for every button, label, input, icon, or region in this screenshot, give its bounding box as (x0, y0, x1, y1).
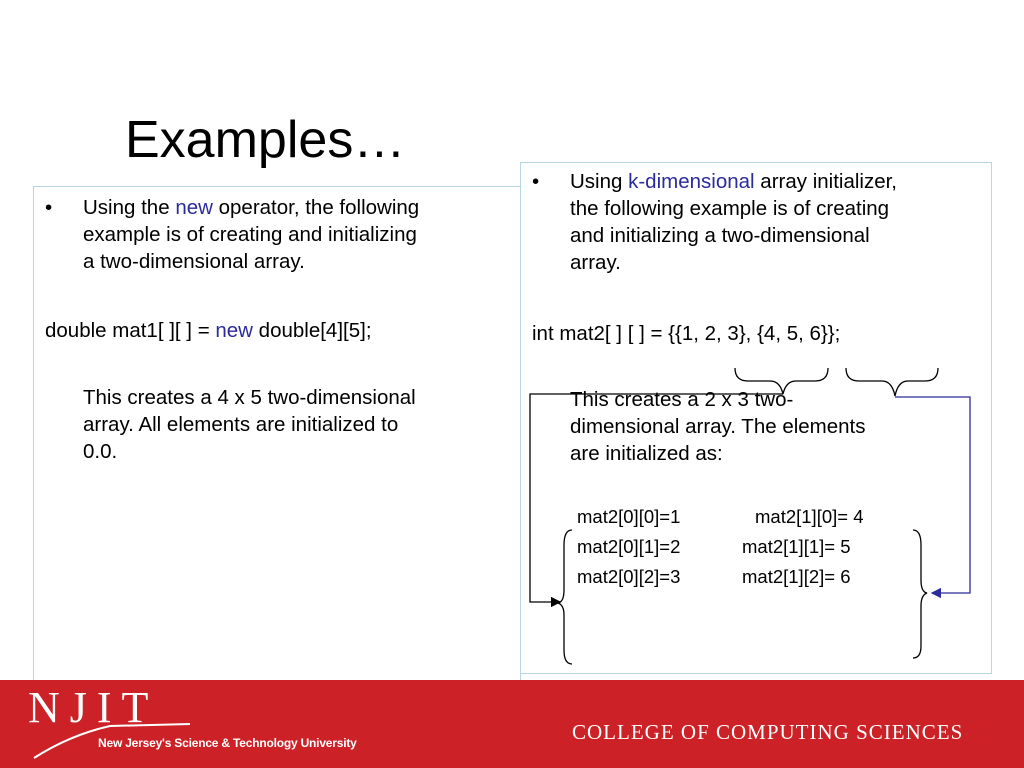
left-code: double mat1[ ][ ] = new double[4][5]; (45, 319, 372, 342)
left-intro-line3: a two-dimensional array. (83, 250, 305, 273)
right-note: This creates a 2 x 3 two- dimensional array. The elements are initialized as: (570, 388, 866, 465)
slide-title: Examples… (125, 111, 406, 169)
element-0-1: mat2[0][1]=2 (577, 536, 681, 557)
right-intro-before: Using (570, 170, 629, 193)
left-note: This creates a 4 x 5 two-dimensional array. All elements are initialized to 0.0. (83, 386, 416, 463)
njit-tagline: New Jersey's Science & Technology University (98, 736, 357, 750)
element-1-1: mat2[1][1]= 5 (742, 536, 851, 557)
njit-logo: NJIT (28, 683, 159, 732)
element-1-2: mat2[1][2]= 6 (742, 566, 851, 587)
right-intro-line2: the following example is of creating (570, 197, 890, 220)
right-intro-line3: and initializing a two-dimensional (570, 224, 870, 247)
element-1-0: mat2[1][0]= 4 (755, 506, 864, 527)
left-intro-line2: example is of creating and initializing (83, 223, 417, 246)
left-intro-before: Using the (83, 196, 176, 219)
element-0-2: mat2[0][2]=3 (577, 566, 681, 587)
right-code: int mat2[ ] [ ] = {{1, 2, 3}, {4, 5, 6}}; (532, 322, 841, 345)
left-code-keyword: new (215, 319, 253, 342)
right-intro-keyword: k-dimensional (628, 170, 755, 193)
bullet-marker: • (45, 196, 53, 219)
left-intro-keyword: new (175, 196, 213, 219)
bullet-marker: • (532, 170, 540, 193)
right-intro-line1: array initializer, (754, 170, 898, 193)
element-0-0: mat2[0][0]=1 (577, 506, 681, 527)
college-name: COLLEGE OF COMPUTING SCIENCES (572, 720, 964, 744)
left-intro-line1: operator, the following (212, 196, 420, 219)
right-intro-line4: array. (570, 251, 621, 274)
